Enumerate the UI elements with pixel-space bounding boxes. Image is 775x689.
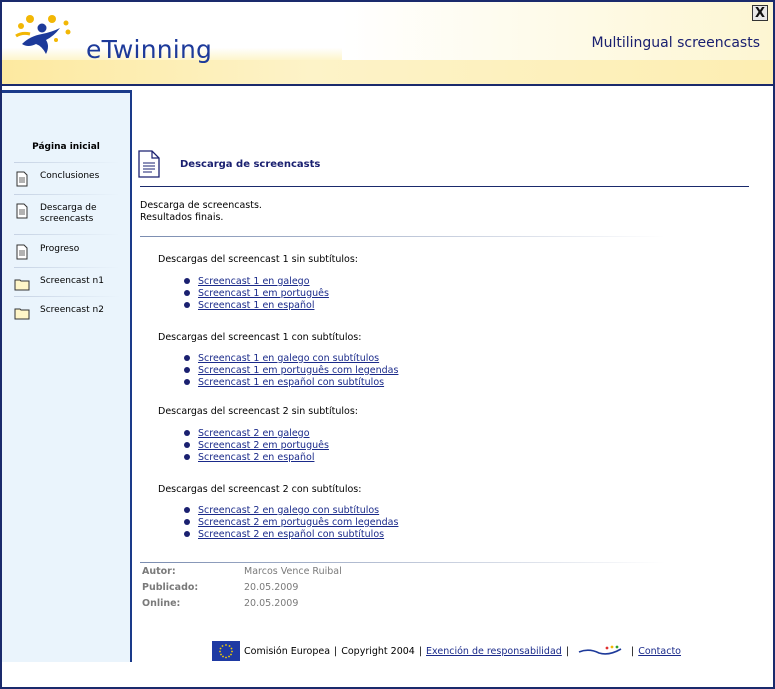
list-item: [184, 516, 398, 528]
list-item: [184, 352, 398, 364]
download-list: [184, 427, 329, 463]
document-icon: [14, 171, 30, 187]
bullet-icon: [184, 442, 190, 448]
section-title: Descargas del screencast 2 sin subtítulos:: [158, 406, 358, 417]
bullet-icon: [184, 430, 190, 436]
bullet-icon: [184, 290, 190, 296]
header: [2, 2, 773, 85]
intro-divider: [140, 236, 665, 237]
sidebar-home-link[interactable]: Página inicial: [32, 142, 100, 152]
download-link[interactable]: Screencast 2 en español con subtítulos: [198, 528, 385, 540]
folder-icon: [14, 305, 30, 321]
list-item: [184, 427, 329, 439]
list-item: [184, 504, 398, 516]
meta-online: Online: 20.05.2009: [142, 598, 299, 609]
footer: Comisión Europea | Copyright 2004 | Exención de responsabilidad | | Contacto: [212, 640, 681, 662]
sidebar-item-progreso[interactable]: [14, 244, 120, 260]
section-title: Descargas del screencast 1 con subtítulos:: [158, 332, 362, 343]
intro-text: Descarga de screencasts. Resultados finais.: [140, 200, 262, 223]
sidebar-item-conclusiones[interactable]: [14, 171, 120, 187]
bullet-icon: [184, 519, 190, 525]
list-item: [184, 364, 398, 376]
download-link[interactable]: Screencast 1 en español con subtítulos: [198, 376, 385, 388]
sidebar-item-label: Screencast n1: [40, 276, 104, 286]
bullet-icon: [184, 379, 190, 385]
list-item: [184, 299, 329, 311]
title-divider: [140, 186, 749, 187]
download-link[interactable]: Screencast 1 em português: [198, 287, 329, 299]
sidebar-item-label: Screencast n2: [40, 305, 104, 315]
etwinning-logo-icon: [12, 10, 82, 60]
etwinning-logo[interactable]: [12, 10, 222, 64]
download-link[interactable]: Screencast 1 em português com legendas: [198, 364, 399, 376]
sidebar-item-label: Progreso: [40, 244, 80, 254]
etwinning-small-logo-icon[interactable]: [577, 644, 623, 658]
document-icon: [14, 203, 30, 219]
sidebar: [2, 90, 132, 662]
sidebar-item-label: Conclusiones: [40, 171, 100, 181]
download-link[interactable]: Screencast 2 em português com legendas: [198, 516, 399, 528]
disclaimer-link[interactable]: Exención de responsabilidad: [426, 645, 562, 657]
bullet-icon: [184, 454, 190, 460]
meta-author: Autor: Marcos Vence Ruibal: [142, 566, 342, 577]
list-item: [184, 275, 329, 287]
sidebar-item-descarga[interactable]: [14, 203, 120, 225]
section-title: Descargas del screencast 1 sin subtítulos:: [158, 254, 358, 265]
list-item: [184, 287, 329, 299]
list-item: [184, 451, 329, 463]
sidebar-item-screencast-n1[interactable]: [14, 276, 120, 292]
download-link[interactable]: Screencast 1 en galego con subtítulos: [198, 352, 380, 364]
main-content: [134, 90, 771, 685]
bullet-icon: [184, 367, 190, 373]
header-divider: [2, 84, 773, 86]
bullet-icon: [184, 278, 190, 284]
bullet-icon: [184, 531, 190, 537]
page-document-icon: [138, 150, 160, 178]
section-title: Descargas del screencast 2 con subtítulos:: [158, 484, 362, 495]
logo-text: eTwinning: [86, 35, 213, 64]
eu-flag-icon: [212, 641, 240, 661]
download-link[interactable]: Screencast 1 en español: [198, 299, 315, 311]
contact-link[interactable]: Contacto: [638, 645, 681, 657]
bullet-icon: [184, 507, 190, 513]
download-link[interactable]: Screencast 1 en galego: [198, 275, 310, 287]
sidebar-item-screencast-n2[interactable]: [14, 305, 120, 321]
bullet-icon: [184, 355, 190, 361]
download-list: [184, 275, 329, 311]
download-list: [184, 352, 398, 388]
list-item: [184, 528, 398, 540]
document-icon: [14, 244, 30, 260]
download-link[interactable]: Screencast 2 em português: [198, 439, 329, 451]
download-list: [184, 504, 398, 540]
folder-icon: [14, 276, 30, 292]
footer-copyright: Copyright 2004: [341, 645, 415, 657]
download-link[interactable]: Screencast 2 en galego con subtítulos: [198, 504, 380, 516]
meta-divider: [140, 562, 665, 563]
download-link[interactable]: Screencast 2 en español: [198, 451, 315, 463]
list-item: [184, 439, 329, 451]
bullet-icon: [184, 302, 190, 308]
site-title: Multilingual screencasts: [591, 35, 760, 51]
meta-published: Publicado: 20.05.2009: [142, 582, 299, 593]
download-link[interactable]: Screencast 2 en galego: [198, 427, 310, 439]
close-button[interactable]: X: [752, 5, 768, 21]
page-title: Descarga de screencasts: [180, 159, 321, 170]
list-item: [184, 376, 398, 388]
footer-commission: Comisión Europea: [244, 645, 331, 657]
sidebar-item-label: Descarga de screencasts: [40, 203, 97, 224]
